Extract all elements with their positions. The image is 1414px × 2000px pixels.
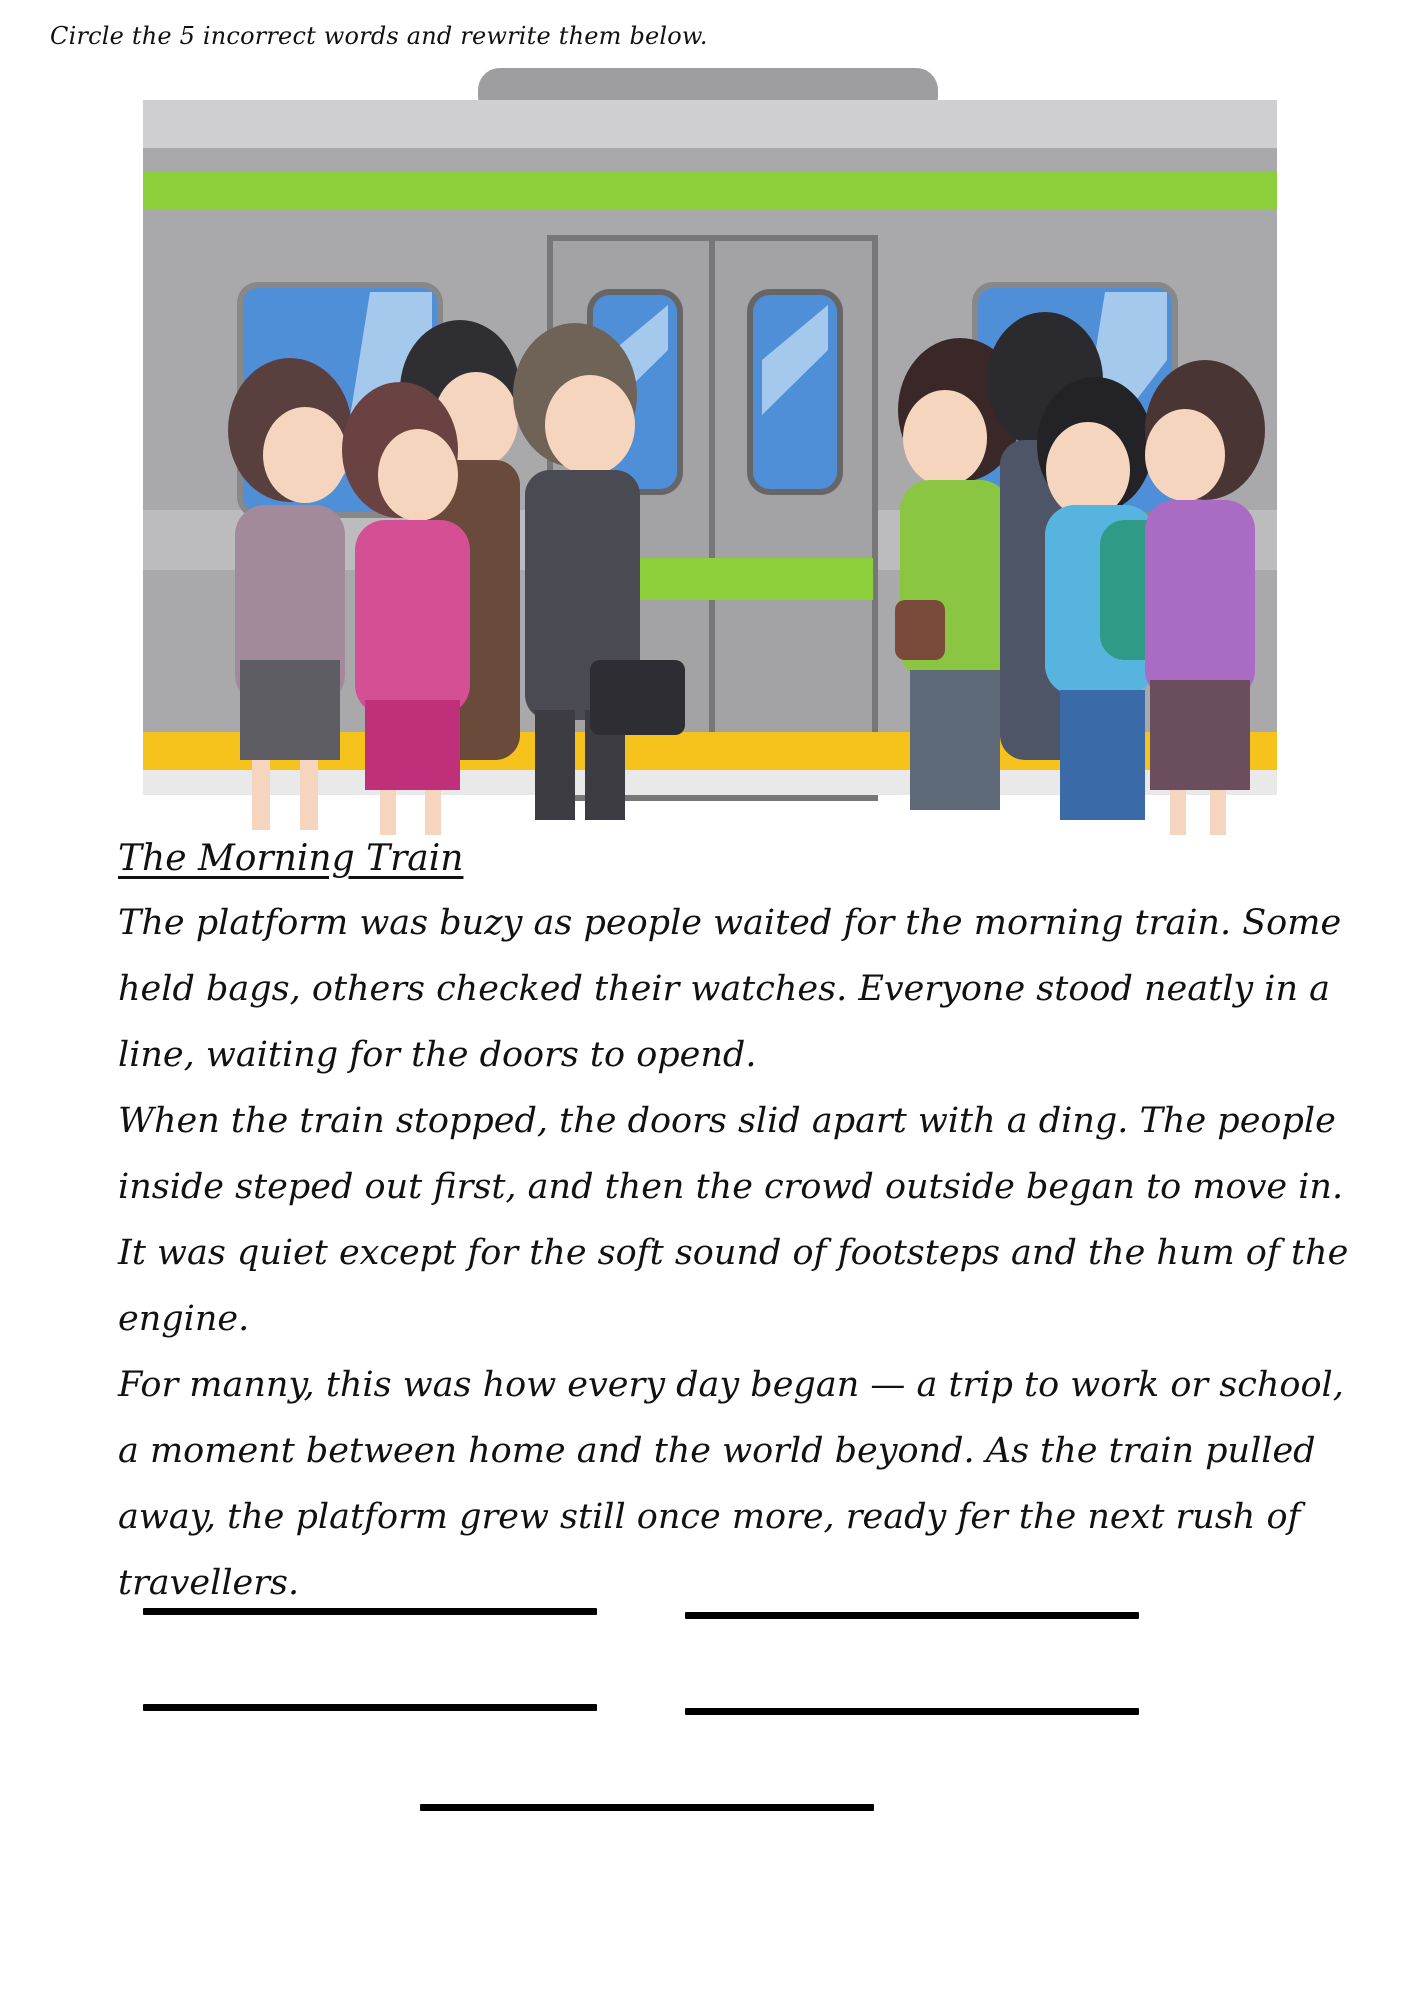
story-paragraph-2: When the train stopped, the doors slid apart with a ding. The people inside steped out first, and then the crowd outside began to move in. It was quiet except for the soft sound of footsteps and the hum of the engine. xyxy=(118,1101,1349,1339)
right-passengers xyxy=(895,312,1265,835)
answer-line-4[interactable] xyxy=(685,1708,1139,1715)
answer-line-1[interactable] xyxy=(143,1608,597,1615)
train-roof xyxy=(143,100,1277,152)
left-passengers xyxy=(228,320,685,835)
train-platform-illustration xyxy=(140,60,1280,850)
instruction-text: Circle the 5 incorrect words and rewrite them below. xyxy=(50,22,708,50)
green-stripe-top xyxy=(143,172,1277,210)
answer-line-5[interactable] xyxy=(420,1804,874,1811)
story-paragraph-1: The platform was buzy as people waited for the morning train. Some held bags, others checked their watches. Everyone stood neatly in a line, waiting for the doors to opend. xyxy=(118,903,1342,1075)
answer-line-2[interactable] xyxy=(685,1612,1139,1619)
story-text xyxy=(118,890,1368,1616)
story-paragraph-3: For manny, this was how every day began — a trip to work or school, a moment between home and the world beyond. As the train pulled away, the platform grew still once more, ready fer the next rush of travellers. xyxy=(118,1365,1344,1603)
answer-line-3[interactable] xyxy=(143,1704,597,1711)
story-title: The Morning Train xyxy=(118,838,464,879)
